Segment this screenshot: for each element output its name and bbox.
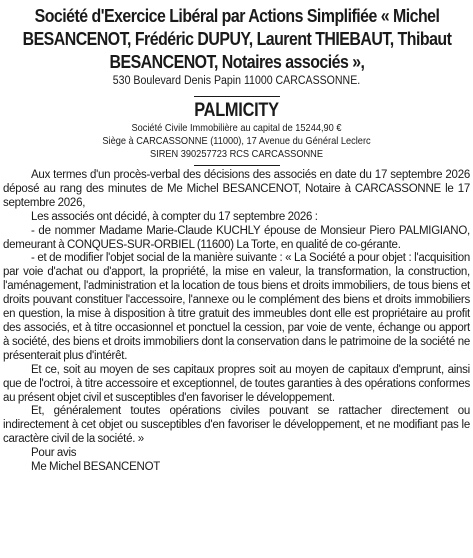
company-info-capital: Société Civile Immobilière au capital de 15244,90 € <box>131 122 342 134</box>
divider-bottom <box>194 165 280 166</box>
company-info-seat: Siège à CARCASSONNE (11000), 17 Avenue du Général Leclerc <box>102 135 371 147</box>
notary-firm-title-line1: Société d'Exercice Libéral par Actions Simplifiée « Michel <box>34 5 440 26</box>
notice-body <box>3 169 470 475</box>
paragraph-minutes: Aux termes d'un procès-verbal des décisions des associés en date du 17 septembre 2026 déposé au rang des minutes de Me Michel BESANCENOT, Notaire à CARCASSONNE le 17 septembre 2026, <box>3 169 470 209</box>
signature: Me Michel BESANCENOT <box>31 461 161 474</box>
paragraph-object: - et de modifier l'objet social de la manière suivante : « La Société a pour objet : l'acquisition par voie d'achat ou d'apport, la propriété, la mise en valeur, la transformation, la construction, l'aménagement, l'administration et la location de tous biens et droits immobiliers, de tous biens et droits pouvant constituer l'accessoire, l'annexe ou le complément des biens et droits immobiliers en question, la mise à disposition à titre gratuit des immeubles dont elle est propriétaire au profit des associés, et à titre occasionnel et ponctuel la cession, par voie de vente, échange ou apport à société, des biens et droits immobiliers dont la conservation dans le patrimoine de la société ne présenterait plus d'intérêt. <box>3 252 470 362</box>
closing-text: Pour avis <box>31 447 77 460</box>
company-name: PALMICITY <box>194 100 279 121</box>
divider-top <box>194 96 280 97</box>
company-info-siren: SIREN 390257723 RCS CARCASSONNE <box>149 148 324 160</box>
notary-firm-title-line2: BESANCENOT, Frédéric DUPUY, Laurent THIEBAUT, Thibaut <box>22 28 452 49</box>
company-info <box>31 122 442 161</box>
paragraph-financing: Et ce, soit au moyen de ses capitaux propres soit au moyen de capitaux d'emprunt, ainsi que de l'octroi, à titre accessoire et exceptionnel, de toutes garanties à des opérations conformes au présent objet civil et susceptibles d'en favoriser le développement. <box>3 363 470 404</box>
paragraph-decision: Les associés ont décidé, à compter du 17 septembre 2026 : <box>31 210 318 223</box>
notary-firm-title-line3: BESANCENOT, Notaires associés », <box>109 51 365 72</box>
notary-firm-address: 530 Boulevard Denis Papin 11000 CARCASSONNE. <box>112 75 361 87</box>
paragraph-general: Et, généralement toutes opérations civiles pouvant se rattacher directement ou indirectement à cet objet ou susceptibles d'en favoriser le développement, et ne modifiant pas le caractère civil de la société. » <box>3 405 470 446</box>
notary-firm-title <box>5 4 469 73</box>
paragraph-appointment: - de nommer Madame Marie-Claude KUCHLY épouse de Monsieur Piero PALMIGIANO, demeurant à CONQUES-SUR-ORBIEL (11600) La Torte, en qualité de co-gérante. <box>3 224 470 251</box>
